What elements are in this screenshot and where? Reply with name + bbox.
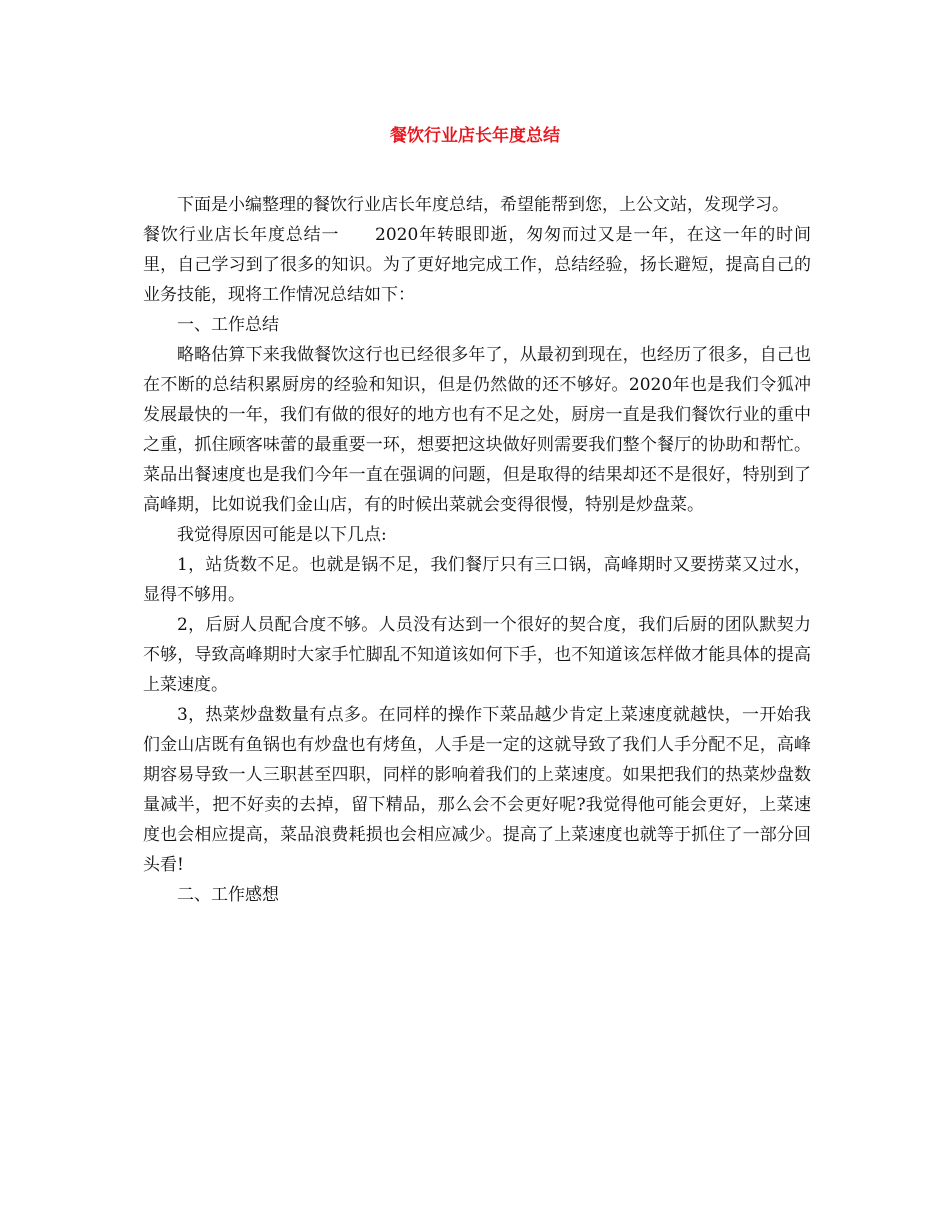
document-body bbox=[143, 190, 811, 910]
document-title: 餐饮行业店长年度总结 bbox=[390, 126, 560, 146]
intro-paragraph: 下面是小编整理的餐饮行业店长年度总结，希望能帮到您，上公文站，发现学习。 bbox=[177, 195, 789, 215]
section-heading-work-thoughts: 二、工作感想 bbox=[177, 885, 279, 905]
reason-item-1: 1，站货数不足。也就是锅不足，我们餐厅只有三口锅，高峰期时又要捞菜又过水，显得不够用。 bbox=[143, 555, 811, 605]
work-summary-paragraph: 略略估算下来我做餐饮这行也已经很多年了，从最初到现在，也经历了很多，自己也在不断的总结积累厨房的经验和知识，但是仍然做的还不够好。2020年也是我们令狐冲发展最快的一年，我们有做的很好的地方也有不足之处，厨房一直是我们餐饮行业的重中之重，抓住顾客味蕾的最重要一环，想要把这块做好则需要我们整个餐厅的协助和帮忙。菜品出餐速度也是我们今年一直在强调的问题，但是取得的结果却还不是很好，特别到了高峰期，比如说我们金山店，有的时候出菜就会变得很慢，特别是炒盘菜。 bbox=[143, 345, 811, 515]
reason-item-2: 2，后厨人员配合度不够。人员没有达到一个很好的契合度，我们后厨的团队默契力不够，导致高峰期时大家手忙脚乱不知道该如何下手，也不知道该怎样做才能具体的提高上菜速度。 bbox=[143, 615, 811, 695]
reason-item-3: 3，热菜炒盘数量有点多。在同样的操作下菜品越少肯定上菜速度就越快，一开始我们金山店既有鱼锅也有炒盘也有烤鱼，人手是一定的这就导致了我们人手分配不足，高峰期容易导致一人三职甚至四职，同样的影响着我们的上菜速度。如果把我们的热菜炒盘数量减半，把不好卖的去掉，留下精品，那么会不会更好呢?我觉得他可能会更好，上菜速度也会相应提高，菜品浪费耗损也会相应减少。提高了上菜速度也就等于抓住了一部分回头看! bbox=[143, 705, 811, 875]
reasons-intro-paragraph: 我觉得原因可能是以下几点: bbox=[177, 525, 387, 545]
section-heading-work-summary: 一、工作总结 bbox=[177, 315, 279, 335]
summary-one-paragraph: 餐饮行业店长年度总结一 2020年转眼即逝，匆匆而过又是一年，在这一年的时间里，自己学习到了很多的知识。为了更好地完成工作，总结经验，扬长避短，提高自己的业务技能，现将工作情况总结如下： bbox=[143, 225, 811, 305]
